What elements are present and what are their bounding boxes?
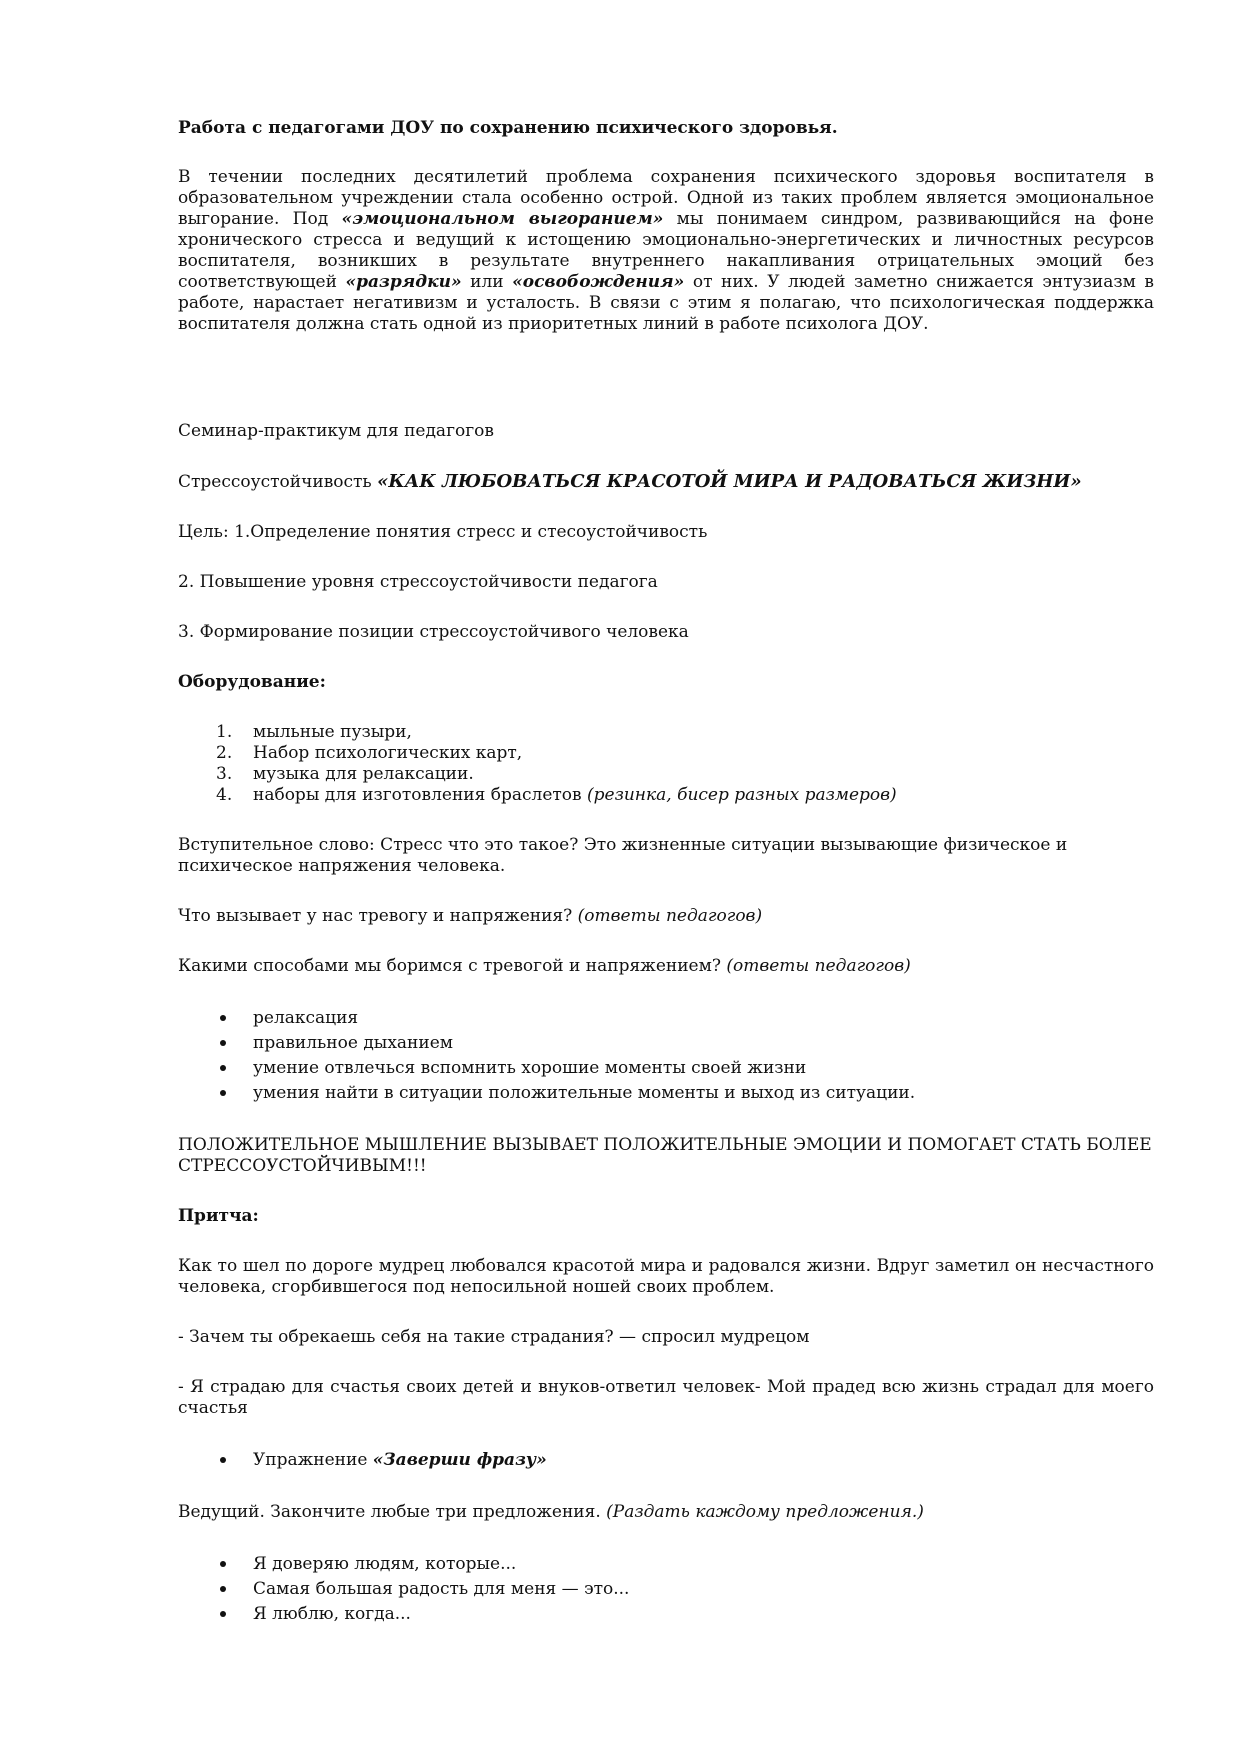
list-number: 1.	[216, 722, 233, 742]
list-item	[178, 1577, 1154, 1602]
caps-statement: ПОЛОЖИТЕЛЬНОЕ МЫШЛЕНИЕ ВЫЗЫВАЕТ ПОЛОЖИТЕЛЬНЫЕ ЭМОЦИИ И ПОМОГАЕТ СТАТЬ БОЛЕЕ СТРЕССОУСТОЙЧИВЫМ!!!	[178, 1135, 1152, 1176]
intro-text-2: мы понимаем синдром, развивающийся на фоне хронического стресса и ведущий к истощению эмоционально-энергетических и личностных ресурсов воспитателя, возникших в результате внутреннего накапливания отрицательных эмоций без соответствующей	[178, 209, 1154, 292]
methods-list	[178, 1006, 1154, 1106]
list-number: 2.	[216, 743, 233, 763]
equipment-list	[178, 722, 1154, 806]
parable-heading: Притча:	[178, 1206, 259, 1226]
list-item-text: правильное дыханием	[253, 1033, 453, 1053]
term-release: «освобождения»	[512, 272, 685, 292]
goal-2: 2. Повышение уровня стрессоустойчивости педагога	[178, 572, 658, 592]
list-item-text: Я люблю, когда...	[253, 1604, 411, 1624]
parable-paragraph-2: - Зачем ты обрекаешь себя на такие страдания? — спросил мудрецом	[178, 1327, 810, 1347]
list-item	[178, 1056, 1154, 1081]
topic-line	[178, 471, 1154, 493]
term-discharge: «разрядки»	[345, 272, 462, 292]
list-number: 4.	[216, 785, 233, 805]
list-number: 3.	[216, 764, 233, 784]
list-item	[178, 743, 1154, 764]
bullet-icon	[220, 1611, 226, 1617]
list-item-text: релаксация	[253, 1008, 359, 1028]
leader-note: (Раздать каждому предложения.)	[606, 1502, 924, 1522]
parable-paragraph-1: Как то шел по дороге мудрец любовался красотой мира и радовался жизни. Вдруг заметил он несчастного человека, сгорбившегося под непосильной ношей своих проблем.	[178, 1256, 1154, 1297]
list-item-text: Я доверяю людям, которые...	[253, 1554, 517, 1574]
topic-title: «КАК ЛЮБОВАТЬСЯ КРАСОТОЙ МИРА И РАДОВАТЬСЯ ЖИЗНИ»	[377, 471, 1082, 492]
spacer	[178, 335, 1154, 421]
equipment-heading: Оборудование:	[178, 672, 326, 692]
list-item-text: умения найти в ситуации положительные моменты и выход из ситуации.	[253, 1083, 916, 1103]
list-item-text: наборы для изготовления браслетов	[253, 785, 587, 805]
bullet-icon	[220, 1040, 226, 1046]
document-title: Работа с педагогами ДОУ по сохранению психического здоровья.	[178, 118, 838, 138]
list-item-text: Набор психологических карт,	[253, 743, 523, 763]
list-item-text: Самая большая радость для меня — это...	[253, 1579, 630, 1599]
goal-1: Цель: 1.Определение понятия стресс и стесоустойчивость	[178, 522, 708, 542]
question-1-text: Что вызывает у нас тревогу и напряжения?	[178, 906, 578, 926]
intro-word: Вступительное слово: Стресс что это такое? Это жизненные ситуации вызывающие физическое и психическое напряжения человека.	[178, 835, 1068, 876]
intro-paragraph	[178, 167, 1154, 335]
question-1-note: (ответы педагогов)	[577, 906, 763, 926]
document-content	[178, 118, 1154, 1627]
list-item	[178, 1031, 1154, 1056]
bullet-icon	[220, 1586, 226, 1592]
list-item	[178, 1081, 1154, 1106]
bullet-icon	[220, 1015, 226, 1021]
leader-instruction	[178, 1502, 1154, 1523]
list-item	[178, 1448, 1154, 1473]
exercise-list	[178, 1448, 1154, 1473]
bullet-icon	[220, 1090, 226, 1096]
list-item	[178, 1552, 1154, 1577]
parable-paragraph-3: - Я страдаю для счастья своих детей и внуков-ответил человек- Мой прадед всю жизнь страдал для моего счастья	[178, 1377, 1154, 1418]
seminar-label: Семинар-практикум для педагогов	[178, 421, 494, 441]
list-item	[178, 785, 1154, 806]
question-2-text: Какими способами мы боримся с тревогой и напряжением?	[178, 956, 727, 976]
list-item-text: музыка для релаксации.	[253, 764, 474, 784]
list-item-note: (резинка, бисер разных размеров)	[587, 785, 897, 805]
intro-text-4: от них. У людей заметно снижается энтузиазм в работе, нарастает негативизм и усталость. В связи с этим я полагаю, что психологическая поддержка воспитателя должна стать одной из приоритетных линий в работе психолога ДОУ.	[178, 272, 1154, 334]
exercise-name: «Заверши фразу»	[372, 1450, 547, 1470]
exercise-prefix: Упражнение	[253, 1450, 373, 1470]
list-item	[178, 1006, 1154, 1031]
list-item-text: умение отвлечься вспомнить хорошие моменты своей жизни	[253, 1058, 807, 1078]
list-item	[178, 1602, 1154, 1627]
bullet-icon	[220, 1065, 226, 1071]
goal-3: 3. Формирование позиции стрессоустойчивого человека	[178, 622, 689, 642]
question-2	[178, 956, 1154, 977]
intro-text-3: или	[461, 272, 513, 292]
bullet-icon	[220, 1457, 226, 1463]
leader-text: Ведущий. Закончите любые три предложения.	[178, 1502, 607, 1522]
term-burnout: «эмоциональном выгоранием»	[341, 209, 664, 229]
list-item	[178, 722, 1154, 743]
intro-text-1: В течении последних десятилетий проблема сохранения психического здоровья воспитателя в образовательном учреждении стала особенно острой. Одной из таких проблем является эмоциональное выгорание. Под	[178, 167, 1154, 229]
bullet-icon	[220, 1561, 226, 1567]
list-item	[178, 764, 1154, 785]
list-item-text: мыльные пузыри,	[253, 722, 412, 742]
question-1	[178, 906, 1154, 927]
question-2-note: (ответы педагогов)	[726, 956, 911, 976]
phrases-list	[178, 1552, 1154, 1627]
topic-prefix: Стрессоустойчивость	[178, 472, 378, 492]
